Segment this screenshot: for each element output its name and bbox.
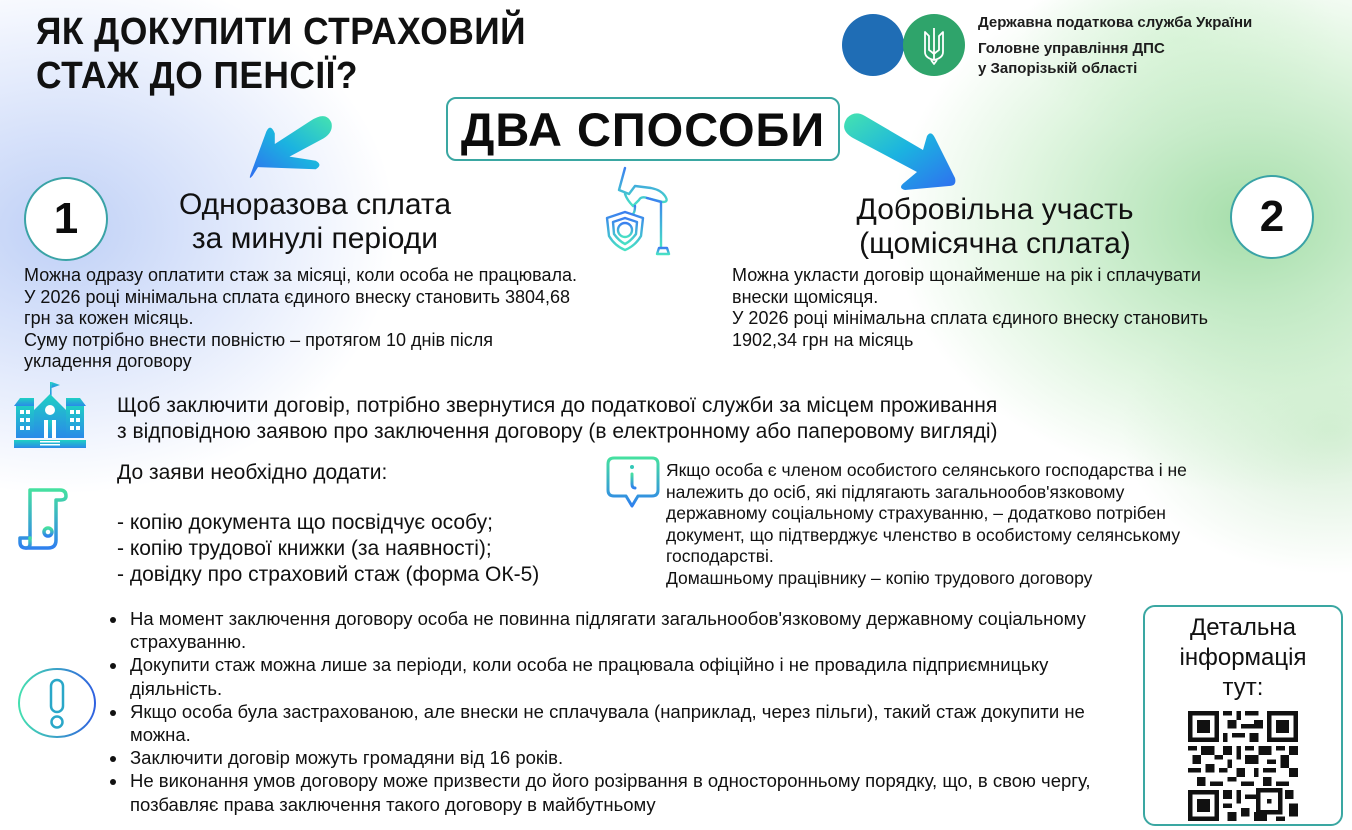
- title-line-1: ЯК ДОКУПИТИ СТРАХОВИЙ: [36, 11, 526, 53]
- method-2-title: [825, 193, 1165, 261]
- info-line: Якщо особа є членом особистого селянського господарства і не: [666, 460, 1187, 480]
- logo-blue-circle: [842, 14, 904, 76]
- info-bubble-icon: [606, 456, 660, 512]
- method-1-badge: [24, 177, 108, 261]
- org-info: [978, 13, 1252, 79]
- two-ways-banner: [446, 97, 840, 161]
- documents-list: [117, 510, 539, 588]
- org-name: Державна податкова служба України: [978, 14, 1253, 31]
- condition-item: Заключити договір можуть громадяни від 16 років.: [106, 746, 1136, 769]
- arrow-left-down-icon: [226, 108, 446, 188]
- method-1-title-line-2: за минулі періоди: [191, 222, 439, 255]
- method-1-line: укладення договору: [24, 351, 192, 371]
- method-2-description: [732, 265, 1332, 351]
- method-2-line: внески щомісяця.: [732, 286, 879, 307]
- two-ways-label: ДВА СПОСОБИ: [460, 102, 826, 156]
- method-2-badge: [1230, 175, 1314, 259]
- method-1-description: [24, 265, 724, 373]
- org-unit-line-2: у Запорізькій області: [978, 60, 1138, 77]
- document-item: - копію документа що посвідчує особу;: [117, 511, 493, 534]
- org-unit-line-1: Головне управління ДПС: [978, 40, 1165, 57]
- method-2-line: 1902,34 грн на місяць: [732, 329, 914, 350]
- method-2-line: У 2026 році мінімальна сплата єдиного внеску становить: [732, 308, 1208, 328]
- method-1-number: 1: [53, 194, 79, 243]
- conditions-list: [106, 607, 1136, 816]
- documents-heading: До заяви необхідно додати:: [117, 461, 388, 484]
- info-line: господарстві.: [666, 546, 774, 566]
- logo-green-circle: [903, 14, 965, 76]
- method-1-line: У 2026 році мінімальна сплата єдиного внеску становить 3804,68: [24, 286, 571, 307]
- condition-item: Докупити стаж можна лише за періоди, коли особа не працювала офіційно і не провадила підприємницьку діяльність.: [106, 653, 1136, 699]
- condition-item: Якщо особа була застрахованою, але внески не сплачувала (наприклад, через пільги), такий стаж докупити не можна.: [106, 700, 1136, 746]
- info-line: державному соціальному страхуванню, – додатково потрібен: [666, 503, 1166, 523]
- qr-label: [1180, 613, 1307, 703]
- pension-care-icon: [603, 166, 683, 258]
- arrow-right-down-icon: [835, 108, 985, 198]
- method-1-line: грн за кожен місяць.: [24, 308, 194, 328]
- apply-line-2: з відповідною заявою про заключення договору (в електронному або паперовому вигляді): [117, 420, 998, 443]
- qr-label-line: тут:: [1222, 674, 1264, 701]
- info-line: належить до осіб, які підлягають загальнообов'язковому: [666, 481, 1125, 502]
- trident-icon: [903, 14, 965, 76]
- page-title: [36, 10, 526, 98]
- info-line: документ, що підтверджує членство в особистому селянському: [666, 524, 1181, 545]
- method-1-line: Суму потрібно внести повністю – протягом 10 днів після: [24, 329, 494, 350]
- apply-instructions: [117, 393, 1317, 445]
- apply-line-1: Щоб заключити договір, потрібно звернутися до податкової служби за місцем проживання: [117, 394, 998, 417]
- method-2-number: 2: [1259, 192, 1285, 241]
- method-2-title-line-1: Добровільна участь: [856, 193, 1134, 226]
- document-item: - довідку про страховий стаж (форма ОК-5): [117, 563, 540, 586]
- document-item: - копію трудової книжки (за наявності);: [117, 537, 492, 560]
- building-icon: [14, 382, 86, 448]
- info-line: Домашньому працівнику – копію трудового договору: [666, 567, 1093, 588]
- warning-exclamation-icon: [16, 666, 98, 740]
- qr-code-icon[interactable]: [1188, 711, 1298, 821]
- method-1-title: [150, 188, 480, 256]
- document-scroll-icon: [18, 488, 68, 550]
- info-note: [666, 460, 1346, 589]
- condition-item: Не виконання умов договору може призвести до його розірвання в односторонньому порядку, що, в свою чергу, позбавляє права заключення такого договору в майбутньому: [106, 769, 1136, 815]
- qr-label-line: інформація: [1179, 644, 1307, 671]
- qr-info-card[interactable]: [1143, 605, 1343, 826]
- method-1-title-line-1: Одноразова сплата: [178, 188, 452, 221]
- title-line-2: СТАЖ ДО ПЕНСІЇ?: [36, 55, 358, 97]
- method-2-line: Можна укласти договір щонайменше на рік і сплачувати: [732, 265, 1201, 285]
- method-2-title-line-2: (щомісячна сплата): [859, 227, 1131, 260]
- method-1-line: Можна одразу оплатити стаж за місяці, коли особа не працювала.: [24, 265, 578, 285]
- qr-label-line: Детальна: [1190, 614, 1296, 641]
- dps-logo: [842, 14, 972, 76]
- condition-item: На момент заключення договору особа не повинна підлягати загальнообов'язковому державному соціальному страхуванню.: [106, 607, 1136, 653]
